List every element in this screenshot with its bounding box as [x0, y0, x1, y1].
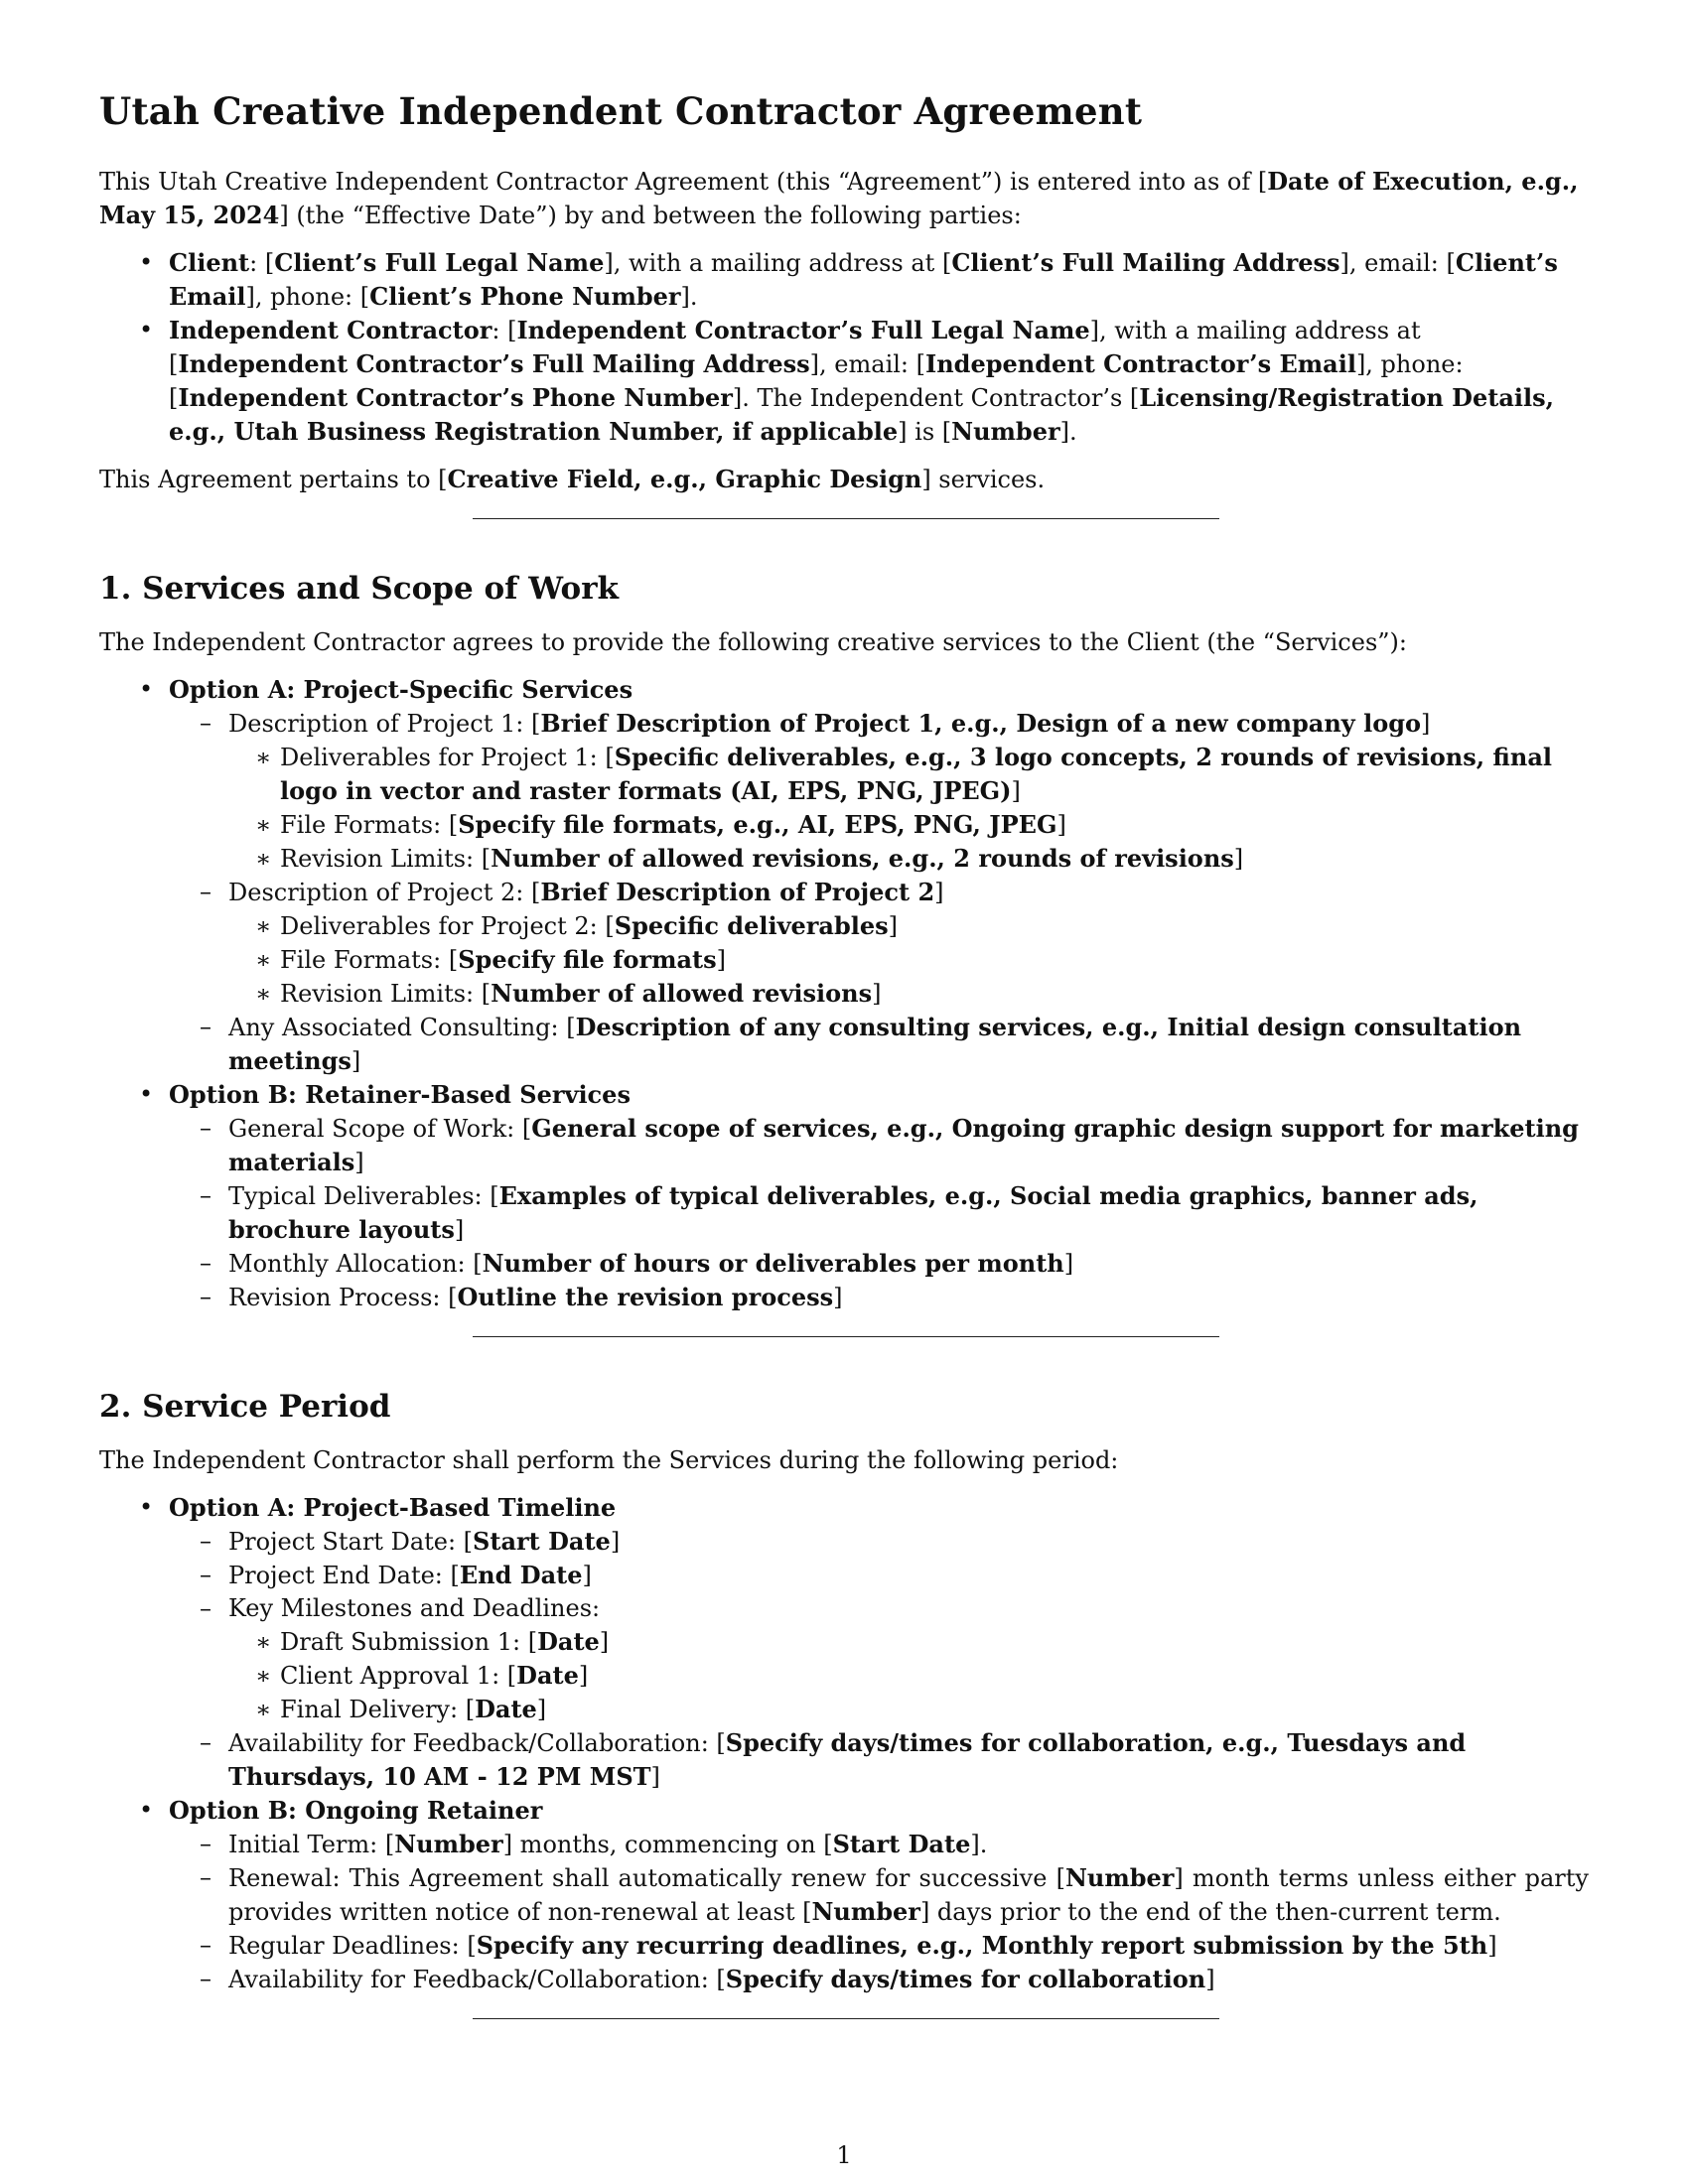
field-label: Availability for Feedback/Collaboration: [ [228, 1729, 726, 1757]
text: This Agreement pertains to [ [99, 466, 448, 493]
text: ] [1205, 1966, 1215, 1993]
text: ] [934, 879, 944, 906]
retainer-term-list [169, 1828, 1589, 1996]
field-placeholder: Brief Description of Project 1, e.g., Design of a new company logo [540, 709, 1421, 738]
text: ]. [1059, 418, 1077, 446]
timeline-list [169, 1525, 1589, 1794]
section-intro: The Independent Contractor shall perform the Services during the following period: [99, 1446, 1119, 1474]
typical-deliverables [169, 1179, 1589, 1247]
revision-limits-item [228, 977, 1589, 1011]
field-label: Typical Deliverables: [ [228, 1182, 499, 1210]
field-label: Regular Deadlines: [ [228, 1932, 477, 1960]
project-2-details [228, 909, 1589, 1011]
project-1-details [228, 741, 1589, 876]
text: ] months, commencing on [ [502, 1831, 833, 1858]
field-placeholder: Specify days/times for collaboration, e.g., Tuesdays and Thursdays, 10 AM - 12 PM MST [228, 1728, 1467, 1791]
availability-collaboration [169, 1963, 1589, 1996]
key-milestones [169, 1592, 1589, 1726]
monthly-allocation [169, 1247, 1589, 1281]
field-placeholder: Number of allowed revisions [491, 979, 873, 1008]
field-label: Revision Limits: [ [280, 845, 492, 873]
field-label: Description of Project 1: [ [228, 710, 541, 738]
option-a-project-specific [99, 673, 1589, 1078]
deliverables-item [228, 741, 1589, 808]
field-placeholder: Specify file formats, e.g., AI, EPS, PNG, JPEG [458, 810, 1057, 839]
client-label: Client [169, 248, 250, 277]
text: : [ [492, 317, 517, 344]
contractor-email-placeholder: Independent Contractor’s Email [925, 349, 1356, 378]
text: ] [716, 946, 727, 974]
contractor-phone-placeholder: Independent Contractor’s Phone Number [178, 383, 733, 412]
document-title: Utah Creative Independent Contractor Agreement [99, 89, 1143, 133]
field-placeholder: Date [475, 1695, 537, 1723]
period-options-list [99, 1491, 1589, 1996]
client-name-placeholder: Client’s Full Legal Name [274, 248, 605, 277]
option-b-retainer [99, 1078, 1589, 1314]
contractor-name-placeholder: Independent Contractor’s Full Legal Name [516, 316, 1090, 344]
renewal [169, 1861, 1589, 1929]
text: ] [610, 1528, 621, 1556]
text: ] [1056, 811, 1066, 839]
client-phone-placeholder: Client’s Phone Number [369, 282, 681, 311]
regular-deadlines [169, 1929, 1589, 1963]
draft-submission [228, 1625, 1589, 1659]
field-label: Availability for Feedback/Collaboration: [ [228, 1966, 726, 1993]
field-label: Key Milestones and Deadlines: [228, 1594, 601, 1622]
effective-date-placeholder: Date of Execution, e.g., May 15, 2024 [99, 167, 1579, 229]
field-placeholder: Specific deliverables [614, 911, 889, 940]
option-title: Option A: Project-Based Timeline [169, 1493, 617, 1522]
parties-list [99, 246, 1589, 449]
field-label: Any Associated Consulting: [ [228, 1014, 576, 1041]
text: ] is [ [898, 418, 952, 446]
text: ] [650, 1763, 660, 1791]
option-b-ongoing-retainer [99, 1794, 1589, 1996]
section-service-period [99, 1387, 1589, 1996]
pertains-paragraph [99, 463, 1589, 496]
field-placeholder: Specific deliverables, e.g., 3 logo concepts, 2 rounds of revisions, final logo in vector and raster formats (AI, EPS, PNG, JPEG) [280, 743, 1552, 805]
field-placeholder: Date [516, 1661, 579, 1690]
text: ] [1063, 1250, 1074, 1278]
text: ] [1487, 1932, 1497, 1960]
availability-collaboration [169, 1726, 1589, 1794]
horizontal-rule [473, 1336, 1219, 1337]
field-placeholder: Number [394, 1830, 503, 1858]
field-placeholder: End Date [459, 1561, 583, 1589]
client-address-placeholder: Client’s Full Mailing Address [951, 248, 1340, 277]
text: ] days prior to the end of the then-current term. [919, 1898, 1501, 1926]
contractor-address-placeholder: Independent Contractor’s Full Mailing Address [178, 349, 810, 378]
text: ] month terms unless either party provides written notice of non-renewal at least [ [228, 1864, 1589, 1926]
text: ]. [680, 283, 698, 311]
text: : [ [249, 249, 275, 277]
field-label: Monthly Allocation: [ [228, 1250, 483, 1278]
services-options-list [99, 673, 1589, 1314]
field-label: File Formats: [ [280, 811, 459, 839]
horizontal-rule [473, 518, 1219, 519]
text: ], phone: [ [245, 283, 370, 311]
file-formats-item [228, 943, 1589, 977]
field-placeholder: Start Date [832, 1830, 971, 1858]
client-approval [228, 1659, 1589, 1693]
text: ], email: [ [1339, 249, 1456, 277]
option-title: Option B: Retainer-Based Services [169, 1080, 631, 1109]
option-title: Option B: Ongoing Retainer [169, 1796, 543, 1825]
text: ] [872, 980, 882, 1008]
text: ] [454, 1216, 465, 1244]
text: ]. The Independent Contractor’s [ [732, 384, 1140, 412]
text: ] [1233, 845, 1244, 873]
creative-field-placeholder: Creative Field, e.g., Graphic Design [447, 465, 922, 493]
revision-process [169, 1281, 1589, 1314]
field-label: Client Approval 1: [ [280, 1662, 517, 1690]
section-intro: The Independent Contractor agrees to provide the following creative services to the Client (the “Services”): [99, 628, 1407, 656]
field-placeholder: Specify days/times for collaboration [725, 1965, 1206, 1993]
final-delivery [228, 1693, 1589, 1726]
project-2 [169, 876, 1589, 1011]
party-client [99, 246, 1589, 314]
text: ] [354, 1149, 364, 1176]
intro-paragraph [99, 165, 1589, 232]
field-placeholder: Specify any recurring deadlines, e.g., Monthly report submission by the 5th [476, 1931, 1488, 1960]
field-label: Revision Limits: [ [280, 980, 492, 1008]
party-contractor [99, 314, 1589, 449]
field-label: Final Delivery: [ [280, 1696, 476, 1723]
initial-term [169, 1828, 1589, 1861]
field-placeholder: Number of allowed revisions, e.g., 2 rounds of revisions [491, 844, 1234, 873]
text: ], email: [ [809, 350, 925, 378]
document-page [99, 87, 1589, 2069]
text: ]. [970, 1831, 988, 1858]
text: Renewal: This Agreement shall automatically renew for successive [ [228, 1864, 1065, 1892]
text: Initial Term: [ [228, 1831, 395, 1858]
text: ] [536, 1696, 547, 1723]
field-label: Project End Date: [ [228, 1562, 460, 1589]
project-1 [169, 707, 1589, 876]
option-title: Option A: Project-Specific Services [169, 675, 633, 704]
project-end-date [169, 1559, 1589, 1592]
field-label: Project Start Date: [ [228, 1528, 474, 1556]
field-label: General Scope of Work: [ [228, 1115, 532, 1143]
horizontal-rule [473, 2018, 1219, 2019]
project-list [169, 707, 1589, 1078]
text: ] [1421, 710, 1431, 738]
text: ] [1011, 777, 1021, 805]
field-placeholder: Start Date [473, 1527, 611, 1556]
text: ], phone: [ [169, 350, 1464, 412]
field-placeholder: Specify file formats [458, 945, 717, 974]
text: ] [833, 1284, 843, 1311]
general-scope [169, 1112, 1589, 1179]
field-placeholder: Number [1064, 1863, 1175, 1892]
section-services [99, 569, 1589, 1314]
section-heading: 1. Services and Scope of Work [99, 571, 620, 607]
field-placeholder: Brief Description of Project 2 [540, 878, 935, 906]
milestones-list [228, 1625, 1589, 1726]
field-placeholder: Number of hours or deliverables per month [482, 1249, 1064, 1278]
licensing-placeholder: Licensing/Registration Details, e.g., Utah Business Registration Number, if applicable [169, 383, 1554, 446]
associated-consulting [169, 1011, 1589, 1078]
text: ], with a mailing address at [ [604, 249, 952, 277]
intro-text-1: This Utah Creative Independent Contractor Agreement (this “Agreement”) is entered into as of [ [99, 168, 1268, 196]
retainer-list [169, 1112, 1589, 1314]
field-label: File Formats: [ [280, 946, 459, 974]
revision-limits-item [228, 842, 1589, 876]
text: ] [888, 912, 899, 940]
client-email-placeholder: Client’s Email [169, 248, 1558, 311]
text: ] [351, 1047, 361, 1075]
field-placeholder: Outline the revision process [457, 1283, 834, 1311]
field-placeholder: General scope of services, e.g., Ongoing graphic design support for marketing materials [228, 1114, 1579, 1176]
intro-text-2: ] (the “Effective Date”) by and between the following parties: [279, 202, 1022, 229]
text: ], with a mailing address at [ [169, 317, 1421, 378]
contractor-label: Independent Contractor [169, 316, 492, 344]
text: ] services. [921, 466, 1046, 493]
field-placeholder: Description of any consulting services, e.g., Initial design consultation meetings [228, 1013, 1522, 1075]
section-heading: 2. Service Period [99, 1389, 391, 1425]
field-placeholder: Examples of typical deliverables, e.g., Social media graphics, banner ads, brochure layouts [228, 1181, 1478, 1244]
text: ] [599, 1628, 610, 1656]
text: ] [582, 1562, 592, 1589]
project-start-date [169, 1525, 1589, 1559]
field-placeholder: Number [811, 1897, 920, 1926]
registration-number-placeholder: Number [951, 417, 1060, 446]
field-label: Deliverables for Project 1: [ [280, 744, 615, 771]
field-label: Draft Submission 1: [ [280, 1628, 538, 1656]
deliverables-item [228, 909, 1589, 943]
text: ] [578, 1662, 589, 1690]
field-label: Revision Process: [ [228, 1284, 458, 1311]
page-number: 1 [836, 2141, 852, 2169]
field-label: Deliverables for Project 2: [ [280, 912, 615, 940]
file-formats-item [228, 808, 1589, 842]
field-placeholder: Date [537, 1627, 600, 1656]
option-a-project-timeline [99, 1491, 1589, 1794]
field-label: Description of Project 2: [ [228, 879, 541, 906]
